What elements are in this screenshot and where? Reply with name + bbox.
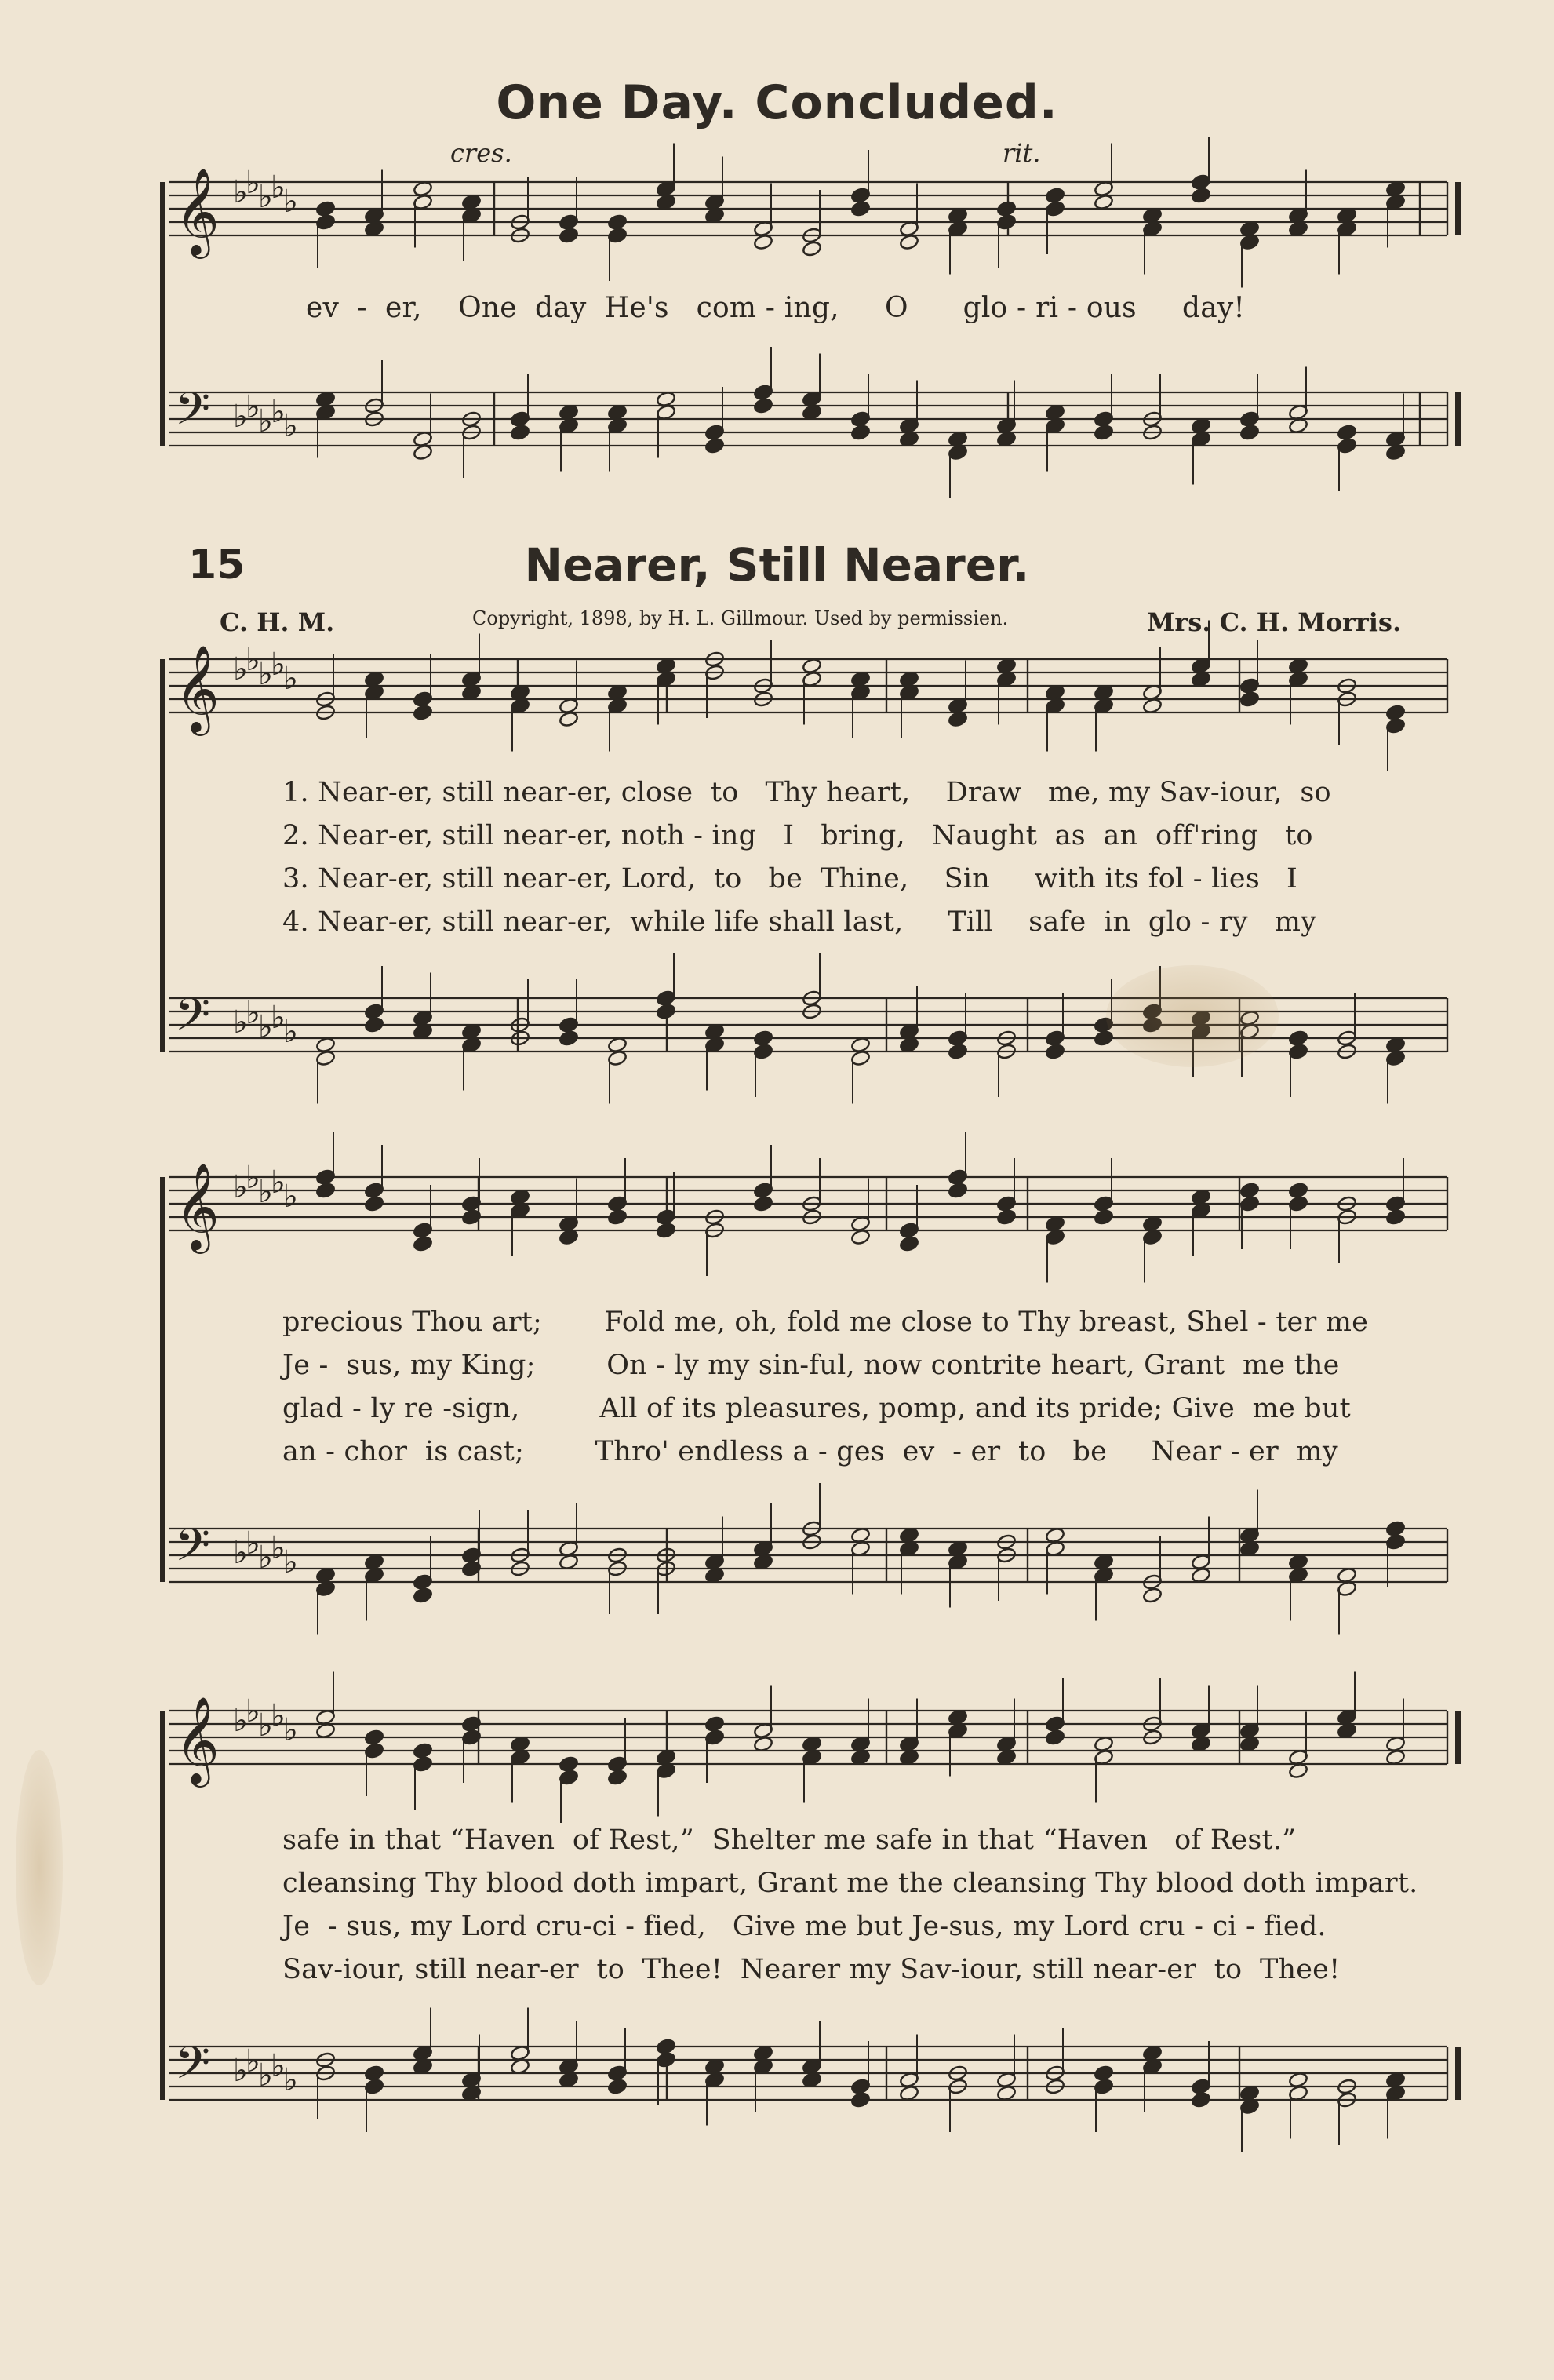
hymn-author: Mrs. C. H. Morris. bbox=[1147, 607, 1402, 637]
note-head bbox=[850, 200, 871, 217]
note-head bbox=[996, 1208, 1017, 1226]
note-head bbox=[510, 424, 530, 441]
previous-hymn-lyric: ev - er, One day He's com - ing, O glo - ri - ous day! bbox=[306, 292, 1246, 324]
flat-icon: ♭ bbox=[246, 642, 260, 678]
note-head bbox=[315, 200, 336, 217]
bass-clef-icon: 𝄢 bbox=[175, 988, 211, 1052]
crescendo-mark: cres. bbox=[450, 138, 512, 168]
verse-line: 4. Near-er, still near-er, while life shall last, Till safe in glo - ry my bbox=[282, 906, 1317, 938]
copyright-line: Copyright, 1898, by H. L. Gillmour. Used by permissien. bbox=[472, 607, 1009, 629]
note-head bbox=[656, 1222, 676, 1239]
final-barline bbox=[1455, 392, 1461, 446]
flat-icon: ♭ bbox=[271, 1164, 286, 1201]
flat-icon: ♭ bbox=[283, 1712, 298, 1748]
verse-line: cleansing Thy blood doth impart, Grant me the cleansing Thy blood doth impart. bbox=[282, 1868, 1418, 1899]
flat-icon: ♭ bbox=[271, 2048, 286, 2084]
flat-icon: ♭ bbox=[271, 1000, 286, 1036]
note-head bbox=[1191, 187, 1211, 204]
note-head bbox=[1094, 2065, 1114, 2082]
note-head bbox=[1094, 424, 1114, 441]
flat-icon: ♭ bbox=[233, 1004, 248, 1041]
paper-stain bbox=[1106, 965, 1279, 1067]
verse-line: Sav-iour, still near-er to Thee! Nearer my Sav-iour, still near-er to Thee! bbox=[282, 1954, 1341, 1985]
note-head bbox=[1045, 1729, 1065, 1746]
flat-icon: ♭ bbox=[283, 1544, 298, 1580]
note-head bbox=[364, 1195, 384, 1212]
flat-icon: ♭ bbox=[246, 389, 260, 425]
flat-icon: ♭ bbox=[233, 1535, 248, 1571]
note-head bbox=[607, 213, 628, 231]
flat-icon: ♭ bbox=[258, 403, 273, 439]
flat-icon: ♭ bbox=[246, 2043, 260, 2079]
flat-icon: ♭ bbox=[283, 408, 298, 444]
note-head bbox=[559, 1755, 579, 1773]
note-head bbox=[413, 704, 433, 721]
note-head bbox=[656, 1003, 676, 1020]
note-head bbox=[996, 200, 1017, 217]
note-head bbox=[1045, 1043, 1065, 1060]
note-head bbox=[315, 1182, 336, 1199]
flat-icon: ♭ bbox=[258, 2057, 273, 2094]
verse-line: Je - sus, my King; On - ly my sin-ful, now contrite heart, Grant me the bbox=[282, 1350, 1340, 1381]
note-head bbox=[704, 437, 725, 454]
flat-icon: ♭ bbox=[283, 661, 298, 697]
flat-icon: ♭ bbox=[258, 1174, 273, 1210]
ritardando-mark: rit. bbox=[1003, 138, 1041, 168]
flat-icon: ♭ bbox=[271, 647, 286, 683]
note-head bbox=[559, 227, 579, 244]
verse-line: safe in that “Haven of Rest,” Shelter me safe in that “Haven of Rest.” bbox=[282, 1824, 1297, 1856]
note-head bbox=[899, 1235, 919, 1252]
flat-icon: ♭ bbox=[233, 651, 248, 687]
flat-icon: ♭ bbox=[283, 2062, 298, 2098]
flat-icon: ♭ bbox=[233, 399, 248, 435]
flat-icon: ♭ bbox=[246, 1525, 260, 1562]
verse-line: 1. Near-er, still near-er, close to Thy heart, Draw me, my Sav-iour, so bbox=[282, 777, 1331, 808]
flat-icon: ♭ bbox=[246, 165, 260, 201]
flat-icon: ♭ bbox=[271, 1530, 286, 1566]
bass-clef-icon: 𝄢 bbox=[175, 382, 211, 446]
flat-icon: ♭ bbox=[283, 184, 298, 220]
note-head bbox=[753, 1195, 773, 1212]
note-head bbox=[1094, 1208, 1114, 1226]
note-head bbox=[704, 1715, 725, 1733]
treble-clef-icon: 𝄞 bbox=[175, 167, 220, 255]
note-head bbox=[364, 2065, 384, 2082]
bass-clef-icon: 𝄢 bbox=[175, 1518, 211, 1583]
note-head bbox=[850, 2091, 871, 2108]
flat-icon: ♭ bbox=[233, 1703, 248, 1739]
note-head bbox=[1385, 1520, 1406, 1537]
treble-clef-icon: 𝄞 bbox=[175, 1162, 220, 1250]
note-head bbox=[607, 1208, 628, 1226]
note-head bbox=[364, 1016, 384, 1033]
verse-line: glad - ly re -sign, All of its pleasures, pomp, and its pride; Give me but bbox=[282, 1393, 1351, 1424]
flat-icon: ♭ bbox=[246, 995, 260, 1031]
verse-line: 3. Near-er, still near-er, Lord, to be Thine, Sin with its fol - lies I bbox=[282, 863, 1297, 895]
flat-icon: ♭ bbox=[271, 1698, 286, 1734]
final-barline bbox=[1455, 1711, 1461, 1764]
note-head bbox=[802, 240, 822, 257]
previous-hymn-title: One Day. Concluded. bbox=[496, 75, 1058, 130]
treble-clef-icon: 𝄞 bbox=[175, 1696, 220, 1784]
flat-icon: ♭ bbox=[246, 1160, 260, 1196]
flat-icon: ♭ bbox=[258, 1708, 273, 1744]
note-head bbox=[1288, 1182, 1308, 1199]
flat-icon: ♭ bbox=[233, 1169, 248, 1205]
note-head bbox=[1337, 424, 1357, 441]
note-head bbox=[948, 1182, 968, 1199]
note-head bbox=[1239, 1182, 1260, 1199]
note-head bbox=[1191, 2091, 1211, 2108]
final-barline bbox=[1455, 182, 1461, 235]
note-head bbox=[364, 1729, 384, 1746]
paper-stain bbox=[16, 1750, 63, 1985]
flat-icon: ♭ bbox=[283, 1014, 298, 1050]
flat-icon: ♭ bbox=[233, 2053, 248, 2089]
note-head bbox=[1239, 424, 1260, 441]
flat-icon: ♭ bbox=[258, 656, 273, 692]
note-head bbox=[1385, 1208, 1406, 1226]
flat-icon: ♭ bbox=[233, 174, 248, 210]
verse-line: precious Thou art; Fold me, oh, fold me close to Thy breast, Shel - ter me bbox=[282, 1307, 1369, 1338]
note-head bbox=[1239, 691, 1260, 708]
flat-icon: ♭ bbox=[246, 1693, 260, 1729]
note-head bbox=[1045, 187, 1065, 204]
note-head bbox=[948, 1043, 968, 1060]
note-head bbox=[1288, 1030, 1308, 1047]
note-head bbox=[850, 424, 871, 441]
flat-icon: ♭ bbox=[271, 394, 286, 430]
note-head bbox=[656, 2038, 676, 2055]
note-head bbox=[1385, 704, 1406, 721]
bass-clef-icon: 𝄢 bbox=[175, 2036, 211, 2101]
note-head bbox=[559, 1030, 579, 1047]
flat-icon: ♭ bbox=[258, 1009, 273, 1045]
flat-icon: ♭ bbox=[271, 169, 286, 206]
note-head bbox=[413, 1587, 433, 1604]
note-head bbox=[753, 397, 773, 414]
hymn-title: Nearer, Still Nearer. bbox=[524, 538, 1030, 592]
flat-icon: ♭ bbox=[283, 1179, 298, 1215]
verse-line: 2. Near-er, still near-er, noth - ing I bring, Naught as an off'ring to bbox=[282, 820, 1313, 851]
note-head bbox=[413, 1742, 433, 1759]
flat-icon: ♭ bbox=[258, 179, 273, 215]
flat-icon: ♭ bbox=[258, 1540, 273, 1576]
verse-line: Je - sus, my Lord cru-ci - fied, Give me but Je-sus, my Lord cru - ci - fied. bbox=[282, 1911, 1327, 1942]
final-barline bbox=[1455, 2047, 1461, 2100]
composer-initials: C. H. M. bbox=[220, 607, 335, 637]
treble-clef-icon: 𝄞 bbox=[175, 644, 220, 732]
note-head bbox=[413, 1235, 433, 1252]
verse-line: an - chor is cast; Thro' endless a - ges ev - er to be Near - er my bbox=[282, 1436, 1338, 1467]
hymn-number: 15 bbox=[188, 541, 246, 589]
note-head bbox=[607, 2078, 628, 2095]
note-head bbox=[1142, 1587, 1163, 1604]
note-head bbox=[607, 1769, 628, 1786]
note-head bbox=[753, 1030, 773, 1047]
